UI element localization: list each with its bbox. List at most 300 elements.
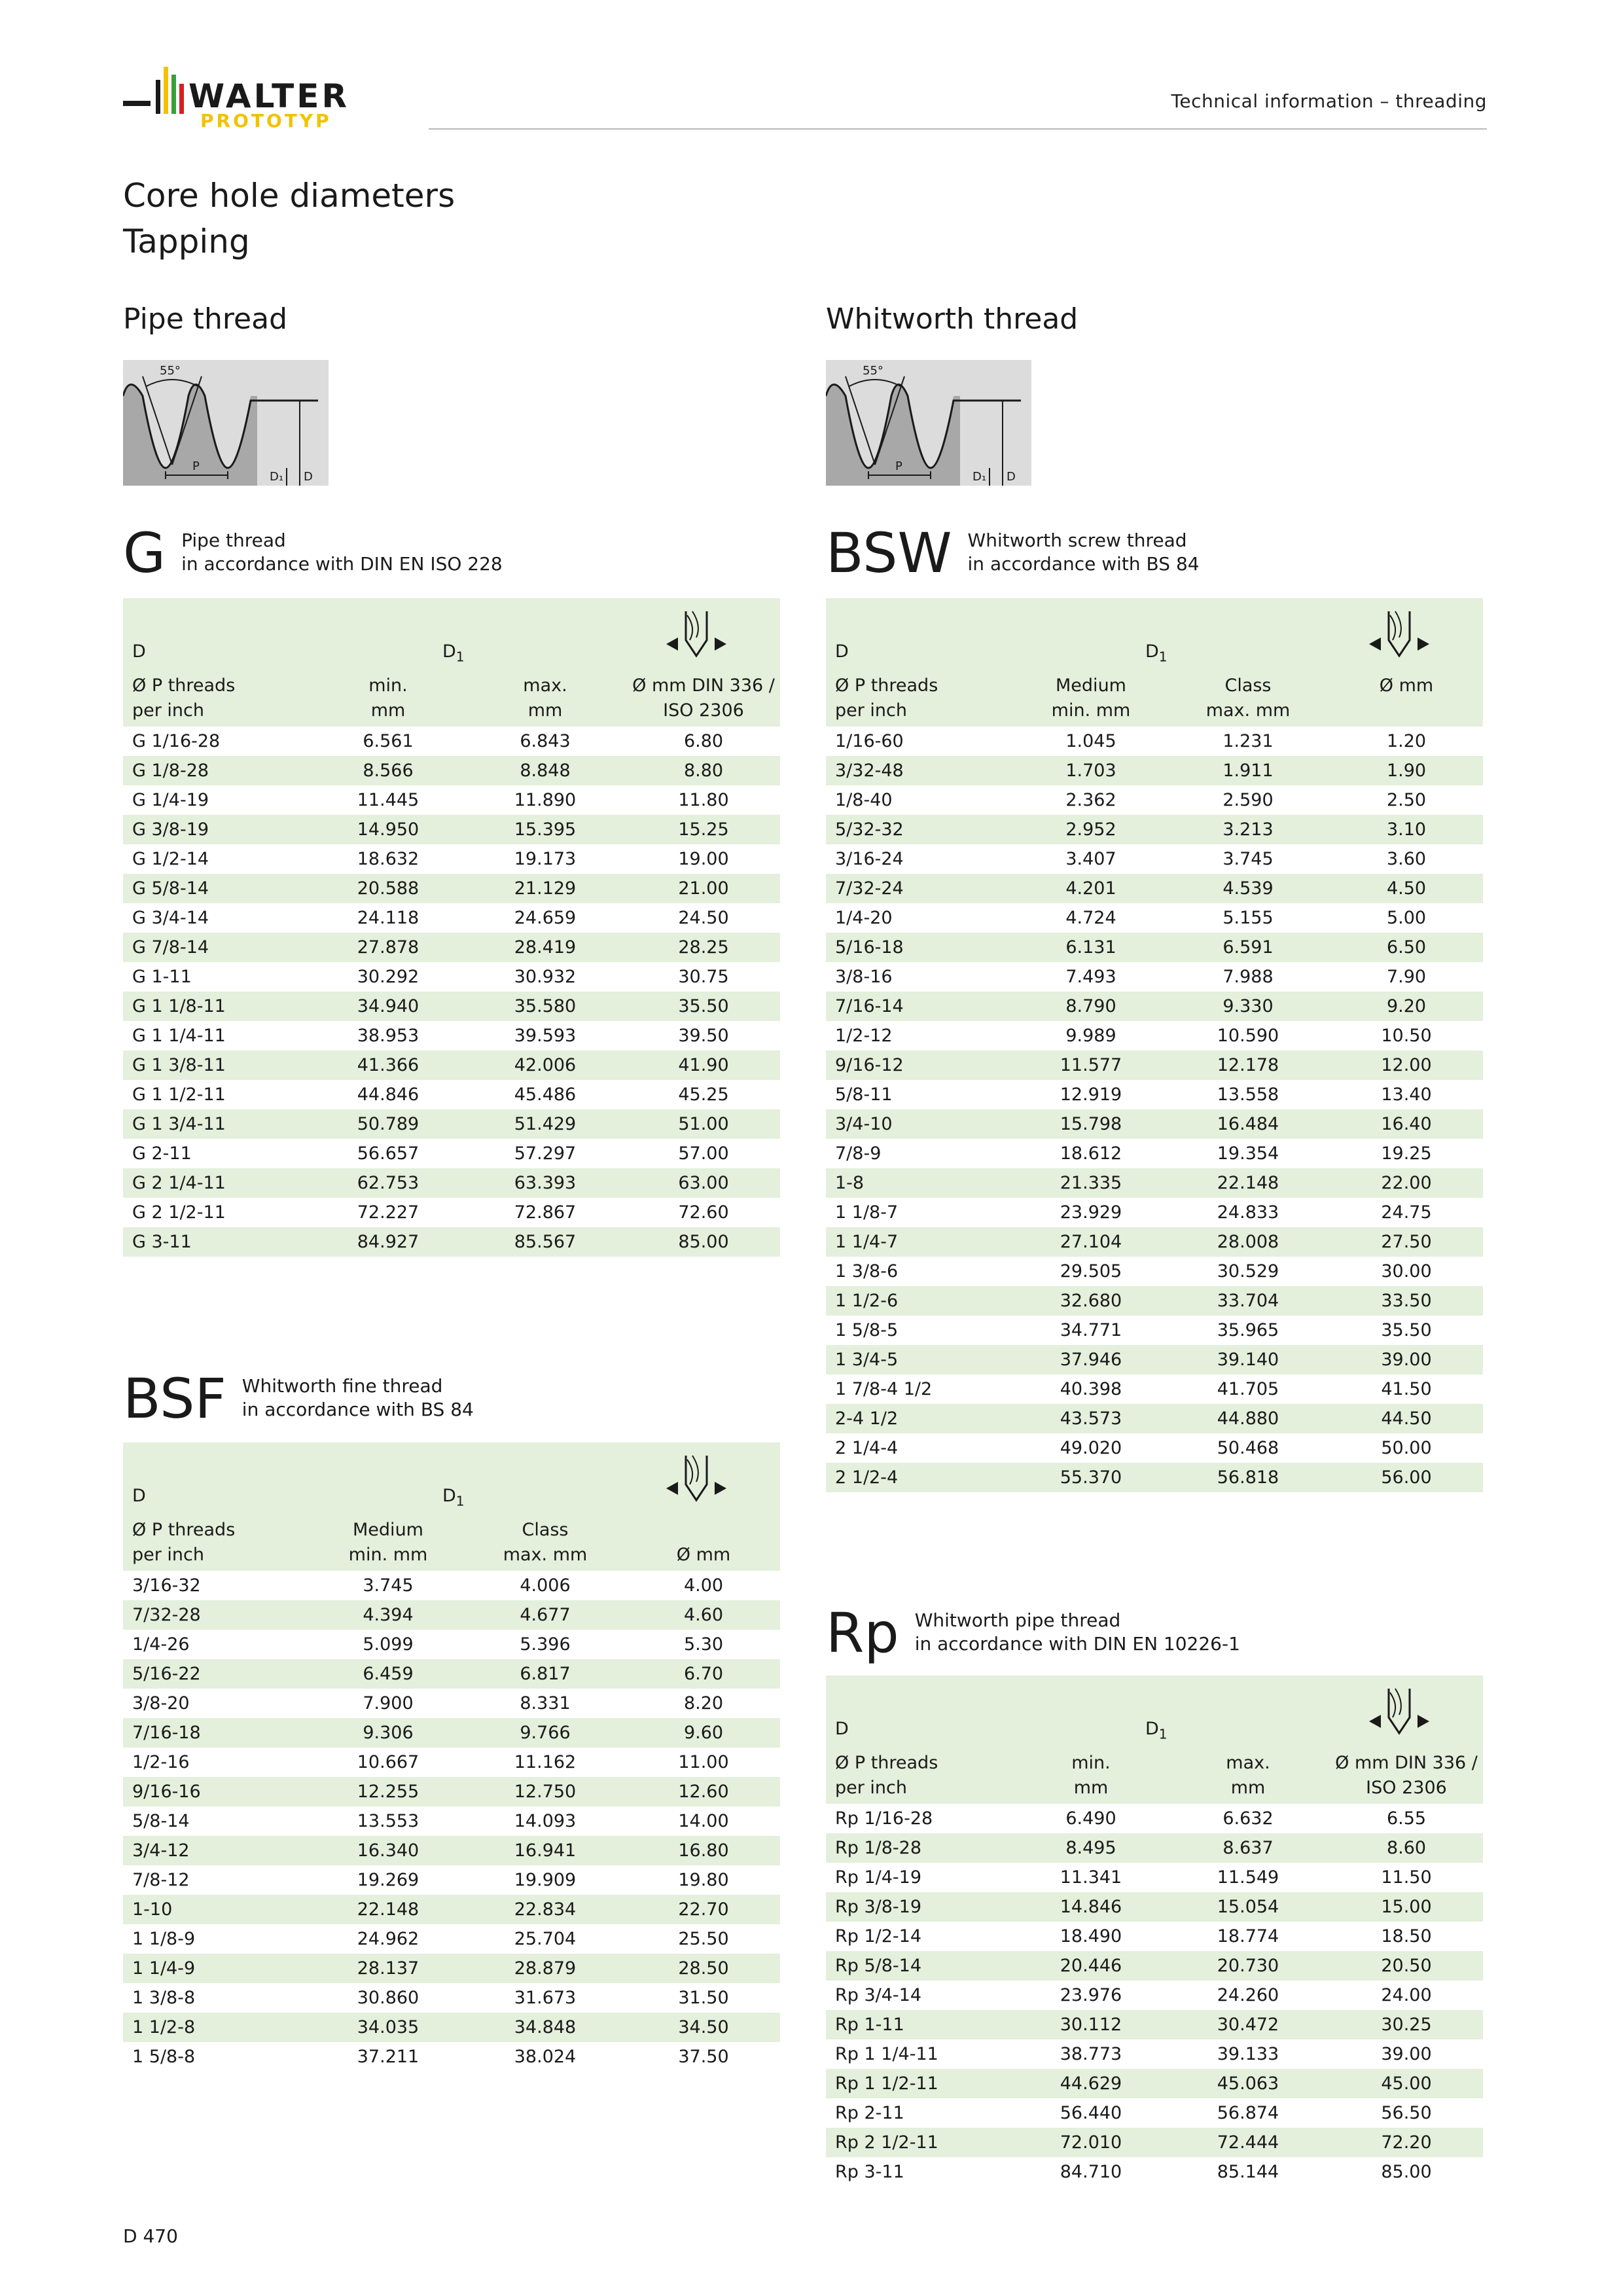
- section-heading-pipe: Pipe thread: [123, 302, 288, 336]
- cell-thread: G 1 1/2-11: [132, 1085, 226, 1105]
- col-drill-label-2: ISO 2306: [1366, 1778, 1447, 1798]
- cell-min: 12.919: [1060, 1085, 1122, 1105]
- table-body: [123, 726, 780, 1257]
- cell-thread: Rp 1/16-28: [835, 1808, 933, 1829]
- cell-max: 44.880: [1217, 1408, 1279, 1429]
- cell-max: 85.144: [1217, 2162, 1279, 2182]
- cell-thread: 7/32-24: [835, 878, 904, 899]
- cell-thread: 1 1/2-8: [132, 2017, 196, 2037]
- table-row: [826, 1833, 1483, 1863]
- cell-drill-dia: 6.55: [1386, 1808, 1427, 1829]
- table-row: [826, 1433, 1483, 1463]
- cell-max: 56.818: [1217, 1467, 1279, 1488]
- cell-drill-dia: 18.50: [1381, 1926, 1432, 1946]
- cell-max: 31.673: [514, 1988, 577, 2008]
- cell-max: 1.231: [1222, 731, 1274, 751]
- cell-thread: 1 3/8-6: [835, 1261, 899, 1282]
- block-desc-bsw-line1: Whitworth screw thread: [967, 529, 1187, 551]
- cell-thread: 7/8-12: [132, 1870, 190, 1890]
- core-hole-table-rp: [826, 1676, 1483, 2187]
- cell-drill-dia: 85.00: [678, 1232, 729, 1252]
- table-row: [123, 1895, 780, 1924]
- cell-min: 27.878: [357, 937, 419, 958]
- cell-max: 2.590: [1222, 790, 1274, 810]
- cell-drill-dia: 63.00: [678, 1173, 729, 1193]
- col-min-label-1: Medium: [1056, 675, 1126, 696]
- block-desc-bsw: [968, 529, 1200, 576]
- cell-max: 28.419: [514, 937, 577, 958]
- table-row: [123, 1168, 780, 1198]
- cell-drill-dia: 20.50: [1381, 1956, 1432, 1976]
- cell-thread: 1 7/8-4 1/2: [835, 1379, 933, 1399]
- cell-thread: G 5/8-14: [132, 878, 209, 899]
- block-header-g: [123, 521, 503, 585]
- table-row: [123, 903, 780, 933]
- table-row: [826, 1951, 1483, 1981]
- cell-max: 22.834: [514, 1899, 577, 1920]
- cell-max: 7.988: [1222, 967, 1274, 987]
- cell-min: 30.860: [357, 1988, 419, 2008]
- cell-max: 45.486: [514, 1085, 577, 1105]
- cell-drill-dia: 12.00: [1381, 1055, 1432, 1075]
- cell-min: 16.340: [357, 1840, 419, 1861]
- table-header: [123, 598, 780, 726]
- cell-drill-dia: 19.25: [1381, 1143, 1432, 1164]
- cell-drill-dia: 72.20: [1381, 2132, 1432, 2153]
- table-row: [826, 2098, 1483, 2128]
- cell-thread: 3/16-24: [835, 849, 904, 869]
- cell-max: 6.817: [520, 1664, 571, 1684]
- cell-max: 6.843: [520, 731, 571, 751]
- thread-profile-diagram-whitworth: [826, 360, 1031, 486]
- table-row: [123, 1924, 780, 1954]
- cell-max: 12.750: [514, 1782, 577, 1802]
- cell-max: 10.590: [1217, 1026, 1279, 1046]
- cell-thread: 1/4-20: [835, 908, 893, 928]
- cell-max: 85.567: [514, 1232, 577, 1252]
- cell-max: 39.133: [1217, 2044, 1279, 2064]
- table-row: [826, 962, 1483, 992]
- cell-drill-dia: 1.90: [1386, 761, 1427, 781]
- cell-thread: 7/8-9: [835, 1143, 882, 1164]
- block-desc-bsf-line2: in accordance with BS 84: [241, 1399, 474, 1420]
- cell-max: 56.874: [1217, 2103, 1279, 2123]
- cell-drill-dia: 14.00: [678, 1811, 729, 1831]
- cell-max: 51.429: [514, 1114, 577, 1134]
- table-row: [123, 1748, 780, 1777]
- table-row: [826, 2010, 1483, 2039]
- cell-thread: Rp 1/4-19: [835, 1867, 922, 1888]
- cell-thread: Rp 3/4-14: [835, 1985, 922, 2005]
- col-min-label-2: mm: [1073, 1778, 1109, 1798]
- col-drill-label-2: Ø mm: [676, 1545, 731, 1565]
- cell-drill-dia: 4.00: [683, 1575, 724, 1596]
- col-drill-label-1: Ø mm DIN 336 /: [632, 675, 775, 696]
- cell-max: 50.468: [1217, 1438, 1279, 1458]
- cell-thread: G 1 1/8-11: [132, 996, 226, 1016]
- cell-min: 3.407: [1065, 849, 1116, 869]
- cell-drill-dia: 39.00: [1381, 2044, 1432, 2064]
- cell-max: 30.472: [1217, 2015, 1279, 2035]
- cell-min: 9.989: [1065, 1026, 1116, 1046]
- cell-drill-dia: 5.00: [1386, 908, 1427, 928]
- core-hole-table-bsf: [123, 1443, 780, 2072]
- table-row: [123, 1806, 780, 1836]
- cell-drill-dia: 51.00: [678, 1114, 729, 1134]
- cell-max: 8.331: [520, 1693, 571, 1713]
- block-desc-g: [181, 529, 503, 576]
- table-row: [826, 815, 1483, 844]
- cell-max: 8.848: [520, 761, 571, 781]
- cell-min: 18.490: [1060, 1926, 1122, 1946]
- cell-min: 40.398: [1060, 1379, 1122, 1399]
- cell-drill-dia: 41.50: [1381, 1379, 1432, 1399]
- cell-min: 50.789: [357, 1114, 419, 1134]
- table-row: [826, 1227, 1483, 1257]
- thread-profile-diagram-pipe: [123, 360, 329, 486]
- cell-min: 55.370: [1060, 1467, 1122, 1488]
- col-drill-label-1: Ø mm: [1379, 675, 1434, 696]
- table-row: [123, 933, 780, 962]
- cell-min: 20.446: [1060, 1956, 1122, 1976]
- cell-min: 72.010: [1060, 2132, 1122, 2153]
- block-letter-rp: Rp: [826, 1601, 899, 1665]
- block-desc-rp: [915, 1609, 1240, 1656]
- col-d1-label: $D_1$: [1145, 1719, 1168, 1742]
- table-row: [123, 1718, 780, 1748]
- cell-thread: 9/16-16: [132, 1782, 201, 1802]
- cell-drill-dia: 72.60: [678, 1202, 729, 1223]
- cell-max: 4.539: [1222, 878, 1274, 899]
- cell-thread: G 2-11: [132, 1143, 192, 1164]
- cell-drill-dia: 7.90: [1386, 967, 1427, 987]
- cell-max: 18.774: [1217, 1926, 1279, 1946]
- cell-max: 30.529: [1217, 1261, 1279, 1282]
- diagram-pitch-label: P: [192, 459, 200, 473]
- table-row: [826, 1080, 1483, 1109]
- cell-drill-dia: 3.60: [1386, 849, 1427, 869]
- table-row: [826, 1463, 1483, 1492]
- cell-min: 38.773: [1060, 2044, 1122, 2064]
- cell-thread: G 1/2-14: [132, 849, 209, 869]
- table-body: [826, 1804, 1483, 2187]
- cell-max: 19.909: [514, 1870, 577, 1890]
- block-letter-bsf: BSF: [123, 1367, 226, 1431]
- cell-max: 35.580: [514, 996, 577, 1016]
- col-drill-label-2: ISO 2306: [663, 700, 744, 721]
- cell-min: 20.588: [357, 878, 419, 899]
- cell-min: 37.211: [357, 2047, 419, 2067]
- cell-drill-dia: 6.80: [683, 731, 724, 751]
- cell-thread: 3/8-16: [835, 967, 893, 987]
- cell-max: 11.549: [1217, 1867, 1279, 1888]
- cell-max: 20.730: [1217, 1956, 1279, 1976]
- cell-min: 7.900: [363, 1693, 414, 1713]
- cell-max: 25.704: [514, 1929, 577, 1949]
- table-row: [123, 756, 780, 785]
- table-row: [826, 1345, 1483, 1374]
- core-hole-table-g: [123, 598, 780, 1257]
- table-row: [826, 1316, 1483, 1345]
- table-body: [123, 1571, 780, 2072]
- table-row: [123, 1983, 780, 2013]
- table-row: [123, 1109, 780, 1139]
- drill-bit-icon: [1366, 609, 1432, 666]
- cell-min: 84.710: [1060, 2162, 1122, 2182]
- cell-drill-dia: 9.20: [1386, 996, 1427, 1016]
- table-row: [123, 1600, 780, 1630]
- cell-thread: 1-10: [132, 1899, 173, 1920]
- cell-thread: 1 1/4-7: [835, 1232, 899, 1252]
- cell-min: 15.798: [1060, 1114, 1122, 1134]
- cell-thread: 1 1/4-9: [132, 1958, 196, 1979]
- col-min-label-1: min.: [368, 675, 408, 696]
- table-row: [826, 992, 1483, 1021]
- table-row: [826, 1021, 1483, 1050]
- cell-thread: Rp 3-11: [835, 2162, 904, 2182]
- cell-drill-dia: 6.70: [683, 1664, 724, 1684]
- cell-min: 14.846: [1060, 1897, 1122, 1917]
- cell-thread: G 1 3/8-11: [132, 1055, 226, 1075]
- cell-max: 4.006: [520, 1575, 571, 1596]
- cell-max: 8.637: [1222, 1838, 1274, 1858]
- cell-max: 16.484: [1217, 1114, 1279, 1134]
- cell-drill-dia: 27.50: [1381, 1232, 1432, 1252]
- table-row: [826, 785, 1483, 815]
- col-max-label-2: mm: [1230, 1778, 1266, 1798]
- table-row: [123, 992, 780, 1021]
- cell-thread: Rp 1-11: [835, 2015, 904, 2035]
- col-thread-label-2: per inch: [132, 700, 205, 721]
- cell-max: 38.024: [514, 2047, 577, 2067]
- cell-drill-dia: 11.00: [678, 1752, 729, 1772]
- table-row: [123, 1227, 780, 1257]
- cell-min: 56.657: [357, 1143, 419, 1164]
- table-row: [123, 1865, 780, 1895]
- block-letter-bsw: BSW: [826, 521, 952, 585]
- cell-drill-dia: 9.60: [683, 1723, 724, 1743]
- cell-min: 18.612: [1060, 1143, 1122, 1164]
- cell-min: 4.201: [1065, 878, 1116, 899]
- cell-min: 34.771: [1060, 1320, 1122, 1340]
- cell-max: 39.140: [1217, 1350, 1279, 1370]
- cell-max: 6.591: [1222, 937, 1274, 958]
- cell-thread: 1/4-26: [132, 1634, 190, 1655]
- cell-drill-dia: 35.50: [678, 996, 729, 1016]
- cell-max: 9.766: [520, 1723, 571, 1743]
- cell-drill-dia: 4.60: [683, 1605, 724, 1625]
- block-header-bsw: [826, 521, 1200, 585]
- cell-thread: 2 1/4-4: [835, 1438, 899, 1458]
- cell-max: 12.178: [1217, 1055, 1279, 1075]
- cell-max: 35.965: [1217, 1320, 1279, 1340]
- table-row: [123, 1777, 780, 1806]
- cell-min: 44.629: [1060, 2073, 1122, 2094]
- diagram-d-label: D: [304, 470, 313, 484]
- diagram-pitch-label: P: [895, 459, 902, 473]
- table-row: [826, 1922, 1483, 1951]
- col-drill-label-1: Ø mm DIN 336 /: [1335, 1753, 1478, 1773]
- cell-min: 37.946: [1060, 1350, 1122, 1370]
- cell-min: 6.131: [1065, 937, 1116, 958]
- cell-drill-dia: 12.60: [678, 1782, 729, 1802]
- cell-drill-dia: 41.90: [678, 1055, 729, 1075]
- table-row: [123, 1659, 780, 1689]
- col-max-label-2: max. mm: [503, 1545, 588, 1565]
- cell-min: 34.940: [357, 996, 419, 1016]
- table-header: [826, 1676, 1483, 1804]
- cell-thread: 1/2-16: [132, 1752, 190, 1772]
- cell-drill-dia: 39.50: [678, 1026, 729, 1046]
- table-row: [123, 1139, 780, 1168]
- cell-max: 45.063: [1217, 2073, 1279, 2094]
- cell-thread: 1/16-60: [835, 731, 904, 751]
- cell-min: 72.227: [357, 1202, 419, 1223]
- cell-drill-dia: 10.50: [1381, 1026, 1432, 1046]
- cell-max: 57.297: [514, 1143, 577, 1164]
- cell-drill-dia: 28.25: [678, 937, 729, 958]
- table-row: [123, 2042, 780, 2072]
- cell-drill-dia: 45.00: [1381, 2073, 1432, 2094]
- cell-min: 22.148: [357, 1899, 419, 1920]
- cell-max: 9.330: [1222, 996, 1274, 1016]
- col-min-label-1: min.: [1071, 1753, 1111, 1773]
- table-row: [826, 1404, 1483, 1433]
- cell-thread: G 3-11: [132, 1232, 192, 1252]
- table-row: [826, 933, 1483, 962]
- drill-bit-icon: [664, 609, 729, 666]
- cell-thread: G 1/16-28: [132, 731, 221, 751]
- cell-thread: G 2 1/4-11: [132, 1173, 226, 1193]
- col-thread-label-1: Ø P threads: [132, 1520, 236, 1540]
- cell-max: 28.008: [1217, 1232, 1279, 1252]
- cell-max: 6.632: [1222, 1808, 1274, 1829]
- logo-walter-text: WALTER: [188, 77, 349, 115]
- cell-thread: 7/16-14: [835, 996, 904, 1016]
- cell-max: 72.867: [514, 1202, 577, 1223]
- cell-max: 19.173: [514, 849, 577, 869]
- cell-min: 38.953: [357, 1026, 419, 1046]
- cell-drill-dia: 30.75: [678, 967, 729, 987]
- cell-min: 23.929: [1060, 1202, 1122, 1223]
- cell-min: 7.493: [1065, 967, 1116, 987]
- cell-drill-dia: 5.30: [683, 1634, 724, 1655]
- table-row: [123, 1021, 780, 1050]
- table-row: [123, 2013, 780, 2042]
- cell-min: 12.255: [357, 1782, 419, 1802]
- cell-max: 15.054: [1217, 1897, 1279, 1917]
- table-row: [123, 1198, 780, 1227]
- table-row: [826, 2069, 1483, 2098]
- col-max-label-1: max.: [523, 675, 567, 696]
- col-thread-label-2: per inch: [132, 1545, 205, 1565]
- cell-max: 28.879: [514, 1958, 577, 1979]
- cell-drill-dia: 8.60: [1386, 1838, 1427, 1858]
- diagram-d1-label: D₁: [270, 470, 284, 484]
- cell-thread: G 7/8-14: [132, 937, 209, 958]
- col-thread-label-2: per inch: [835, 700, 908, 721]
- cell-max: 13.558: [1217, 1085, 1279, 1105]
- block-header-bsf: [123, 1367, 474, 1431]
- block-desc-bsf-line1: Whitworth fine thread: [241, 1375, 443, 1397]
- table-row: [826, 1863, 1483, 1892]
- table-row: [826, 844, 1483, 874]
- cell-max: 39.593: [514, 1026, 577, 1046]
- table-row: [123, 962, 780, 992]
- table-row: [826, 1168, 1483, 1198]
- cell-thread: G 1/8-28: [132, 761, 209, 781]
- cell-thread: 3/32-48: [835, 761, 904, 781]
- table-row: [123, 844, 780, 874]
- cell-thread: Rp 1 1/2-11: [835, 2073, 938, 2094]
- cell-min: 6.490: [1065, 1808, 1116, 1829]
- table-row: [123, 815, 780, 844]
- cell-drill-dia: 19.00: [678, 849, 729, 869]
- drill-bit-icon: [1366, 1686, 1432, 1744]
- cell-thread: Rp 1 1/4-11: [835, 2044, 938, 2064]
- cell-thread: 3/8-20: [132, 1693, 190, 1713]
- cell-max: 11.162: [514, 1752, 577, 1772]
- cell-min: 32.680: [1060, 1291, 1122, 1311]
- col-max-label-2: mm: [527, 700, 563, 721]
- cell-max: 3.745: [1222, 849, 1274, 869]
- cell-max: 15.395: [514, 819, 577, 840]
- cell-drill-dia: 2.50: [1386, 790, 1427, 810]
- cell-thread: 7/16-18: [132, 1723, 201, 1743]
- cell-thread: 5/8-11: [835, 1085, 893, 1105]
- cell-max: 24.659: [514, 908, 577, 928]
- table-body: [826, 726, 1483, 1492]
- table-row: [826, 726, 1483, 756]
- col-min-label-1: Medium: [353, 1520, 423, 1540]
- cell-thread: G 3/8-19: [132, 819, 209, 840]
- cell-drill-dia: 31.50: [678, 1988, 729, 2008]
- cell-thread: G 1/4-19: [132, 790, 209, 810]
- cell-thread: G 2 1/2-11: [132, 1202, 226, 1223]
- cell-drill-dia: 45.25: [678, 1085, 729, 1105]
- cell-max: 41.705: [1217, 1379, 1279, 1399]
- table-row: [826, 1139, 1483, 1168]
- diagram-d1-label: D₁: [972, 470, 987, 484]
- block-letter-g: G: [123, 521, 166, 585]
- cell-min: 84.927: [357, 1232, 419, 1252]
- cell-max: 14.093: [514, 1811, 577, 1831]
- cell-thread: G 1 3/4-11: [132, 1114, 226, 1134]
- cell-min: 8.495: [1065, 1838, 1116, 1858]
- cell-min: 30.292: [357, 967, 419, 987]
- table-row: [123, 1689, 780, 1718]
- cell-max: 30.932: [514, 967, 577, 987]
- cell-drill-dia: 22.70: [678, 1899, 729, 1920]
- cell-min: 9.306: [363, 1723, 414, 1743]
- cell-thread: 3/4-12: [132, 1840, 190, 1861]
- cell-drill-dia: 56.50: [1381, 2103, 1432, 2123]
- cell-min: 11.341: [1060, 1867, 1122, 1888]
- cell-drill-dia: 8.80: [683, 761, 724, 781]
- table-row: [123, 785, 780, 815]
- table-header: [826, 598, 1483, 726]
- col-d-label: D: [835, 641, 849, 662]
- table-row: [826, 1804, 1483, 1833]
- header-section-title: Technical information – threading: [1171, 90, 1487, 112]
- table-row: [826, 1257, 1483, 1286]
- cell-min: 43.573: [1060, 1408, 1122, 1429]
- cell-thread: 9/16-12: [835, 1055, 904, 1075]
- cell-drill-dia: 24.75: [1381, 1202, 1432, 1223]
- cell-min: 14.950: [357, 819, 419, 840]
- cell-min: 8.790: [1065, 996, 1116, 1016]
- cell-thread: Rp 2-11: [835, 2103, 904, 2123]
